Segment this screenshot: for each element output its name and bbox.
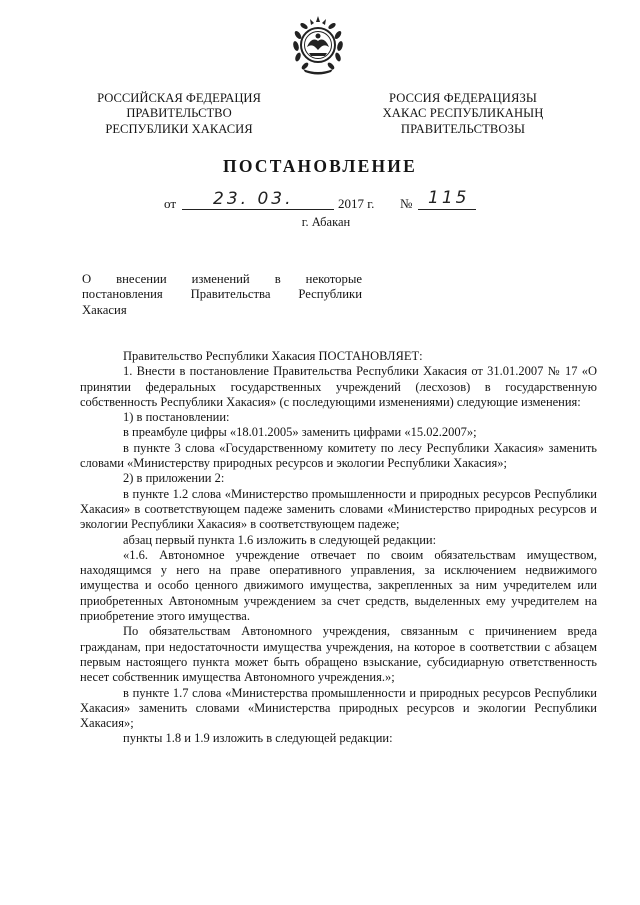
header-right-line: ХАКАС РЕСПУБЛИКАНЫҢ	[382, 106, 544, 121]
city-label: г. Абакан	[301, 215, 351, 229]
header-left-line: РОССИЙСКАЯ ФЕДЕРАЦИЯ	[97, 91, 261, 105]
handwritten-number: 115	[428, 188, 470, 208]
body-paragraph: в преамбуле цифры «18.01.2005» заменить цифрами «15.02.2007»;	[123, 425, 477, 440]
coat-of-arms-emblem-icon	[289, 13, 347, 75]
number-label: №	[400, 196, 413, 211]
city-line	[0, 215, 640, 230]
body-paragraph: 2) в приложении 2:	[123, 471, 225, 486]
number-underline	[418, 209, 476, 210]
subject-line: постановления Правительства Республики	[82, 287, 362, 302]
header-right-khakas	[360, 91, 566, 137]
header-right-line: РОССИЯ ФЕДЕРАЦИЯЗЫ	[389, 91, 537, 105]
body-paragraph: в пункте 1.2 слова «Министерство промышленности и природных ресурсов Республики Хакасия» в соответствующем падеже заменить словами «Министерство природных ресурсов и экологии Республики Хакасия» в соответствующем падеже;	[80, 486, 597, 532]
body-paragraph: Правительство Республики Хакасия ПОСТАНОВЛЯЕТ:	[123, 349, 423, 363]
body-paragraph: абзац первый пункта 1.6 изложить в следующей редакции:	[123, 532, 437, 547]
header-left-line: РЕСПУБЛИКИ ХАКАСИЯ	[105, 121, 253, 136]
body-paragraph: «1.6. Автономное учреждение отвечает по своим обязательствам имуществом, находящимся у него на праве оперативного управления, за исключением недвижимого имущества и особо ценного движимого имущества, закрепленных за ним учредителем или приобретенных Автономным учреждением за счет средств, выделенных ему учредителем на приобретение этого имущества.	[80, 547, 597, 624]
body-paragraph: в пункте 1.7 слова «Министерства промышленности и природных ресурсов Республики Хакасия» заменить словами «Министерства природных ресурсов и экологии Республики Хакасия»;	[80, 685, 597, 731]
handwritten-date: 23. 03.	[213, 189, 294, 209]
body-paragraph: в пункте 3 слова «Государственному комитету по лесу Республики Хакасия» заменить словами «Министерству природных ресурсов и экологии Республики Хакасия»;	[80, 440, 597, 471]
document-title: ПОСТАНОВЛЕНИЕ	[223, 156, 417, 176]
date-underline	[182, 209, 334, 210]
document-subject	[82, 272, 362, 318]
year-label: 2017 г.	[338, 196, 375, 211]
subject-line: Хакасия	[82, 302, 127, 317]
date-from-label: от	[164, 196, 177, 211]
document-body	[80, 349, 597, 747]
subject-line: О внесении изменений в некоторые	[82, 272, 362, 286]
body-paragraph: По обязательствам Автономного учреждения, связанным с причинением вреда гражданам, при недостаточности имущества учреждения, на которое в соответствии с абзацем первым настоящего пункта может быть обращено взыскание, субсидиарную ответственность несет собственник имущества Автономного учреждения.»;	[80, 624, 597, 685]
body-paragraph: пункты 1.8 и 1.9 изложить в следующей редакции:	[123, 731, 393, 746]
header-right-line: ПРАВИТЕЛЬСТВОЗЫ	[400, 121, 526, 136]
header-left-ru	[83, 91, 275, 137]
body-paragraph: 1) в постановлении:	[123, 410, 230, 425]
header-left-line: ПРАВИТЕЛЬСТВО	[126, 106, 232, 121]
body-paragraph: 1. Внести в постановление Правительства Республики Хакасия от 31.01.2007 № 17 «О принятии федеральных государственных учреждений (лесхозов) в государственную собственность Республики Хакасия» (с последующими изменениями) следующие изменения:	[80, 364, 597, 409]
